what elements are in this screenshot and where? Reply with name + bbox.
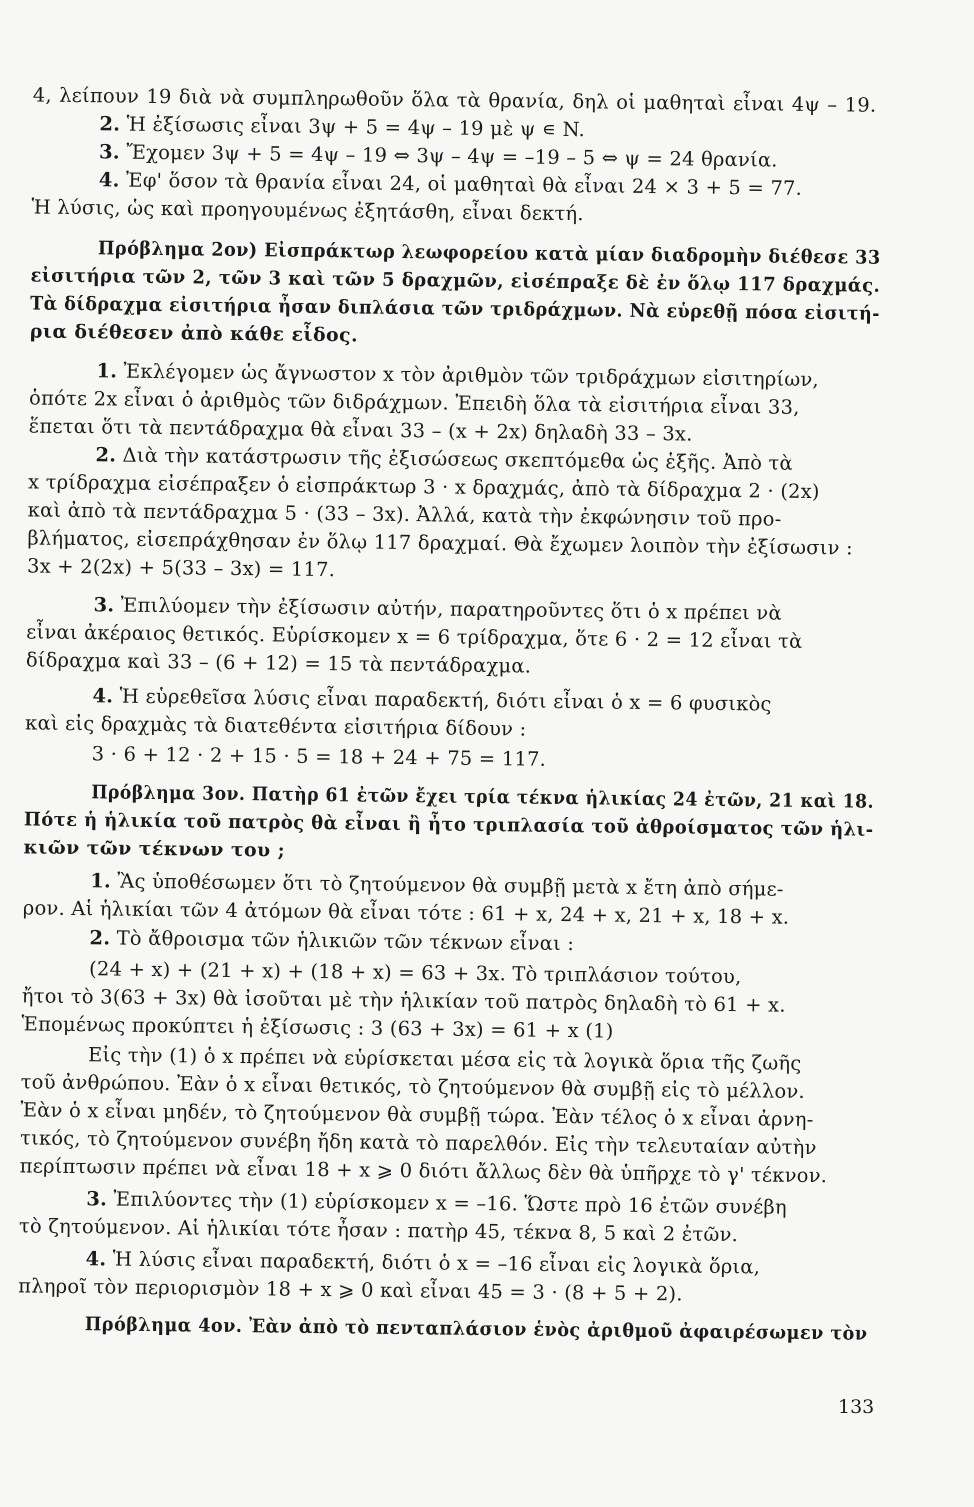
item-number: 1.	[96, 359, 118, 383]
line-text: ἕπεται ὅτι τὰ πεντάδραχμα θὰ εἶναι 33 – (x + 2x) δηλαδὴ 33 – 3x.	[28, 414, 693, 446]
line-text: Ἡ λύσις εἶναι παραδεκτή, διότι ὁ x = –16 εἶναι εἰς λογικὰ ὅρια,	[112, 1247, 761, 1279]
line-text: Τὸ ἄθροισμα τῶν ἡλικιῶν τῶν τέκνων εἶναι :	[116, 926, 575, 956]
line-text: Ἐπιλύοντες τὴν (1) εὑρίσκομεν x = –16. Ὥστε πρὸ 16 ἐτῶν συνέβη	[113, 1187, 788, 1219]
item-number: 2.	[99, 112, 121, 136]
line-text: Ἔχομεν 3ψ + 5 = 4ψ – 19 ⇔ 3ψ – 4ψ = –19 – 5 ⇔ ψ = 24 θρανία.	[126, 140, 778, 172]
item-number: 3.	[93, 593, 115, 617]
line-text: Ἡ λύσις, ὡς καὶ προηγουμένως ἐξητάσθη, εἶναι δεκτή.	[31, 195, 584, 226]
line-text: τικός, τὸ ζητούμενον συνέβη ἤδη κατὰ τὸ παρελθόν. Εἰς τὴν τελευταίαν αὐτὴν	[19, 1126, 817, 1160]
line-text: (24 + x) + (21 + x) + (18 + x) = 63 + 3x. Τὸ τριπλάσιον τούτου,	[88, 957, 742, 989]
line-text: Ἐκλέγομεν ὡς ἄγνωστον x τὸν ἀριθμὸν τῶν τριδράχμων εἰσιτηρίων,	[123, 359, 820, 392]
line-text: πληροῖ τὸν περιορισμὸν 18 + x ⩾ 0 καὶ εἶναι 45 = 3 · (8 + 5 + 2).	[18, 1274, 683, 1306]
line-text: ὁπότε 2x εἶναι ὁ ἀριθμὸς τῶν διδράχμων. Ἐπειδὴ ὅλα τὰ εἰσιτήρια εἶναι 33,	[28, 386, 800, 419]
item-number: 1.	[90, 869, 112, 893]
line-text: Ἐπιλύομεν τὴν ἐξίσωσιν αὐτήν, παρατηροῦντες ὅτι ὁ x πρέπει νὰ	[120, 593, 782, 625]
line-text: x τρίδραχμα εἰσέπραξεν ὁ εἰσπράκτωρ 3 · x δραχμάς, ἀπὸ τὰ δίδραχμα 2 · (2x)	[27, 470, 820, 504]
item-number: 4.	[98, 168, 120, 192]
line-text: δίδραχμα καὶ 33 – (6 + 12) = 15 τὰ πεντάδραχμα.	[25, 648, 532, 678]
line-text: εἶναι ἀκέραιος θετικός. Εὑρίσκομεν x = 6 τρίδραχμα, ὅτε 6 · 2 = 12 εἶναι τὰ	[26, 620, 803, 653]
line-text: Ἐὰν ὁ x εἶναι μηδέν, τὸ ζητούμενον θὰ συμβῇ τώρα. Ἐὰν τέλος ὁ x εἶναι ἀρνη-	[20, 1098, 814, 1132]
item-number: 3.	[98, 140, 121, 164]
line-text: Εἰς τὴν (1) ὁ x πρέπει νὰ εὑρίσκεται μέσα εἰς τὰ λογικὰ ὅρια τῆς ζωῆς	[87, 1043, 802, 1075]
line-text: 3x + 2(2x) + 5(33 – 3x) = 117.	[26, 554, 336, 582]
line-text: τοῦ ἀνθρώπου. Ἐὰν ὁ x εἶναι θετικός, τὸ ζητούμενον θὰ συμβῇ εἰς τὸ μέλλον.	[20, 1070, 806, 1103]
item-number: 3.	[86, 1187, 108, 1211]
line-text: Πρόβλημα 2ον) Εἰσπράκτωρ λεωφορείου κατὰ μίαν διαδρομὴν διέθεσε 33	[97, 237, 881, 269]
line-text: τὸ ζητούμενον. Αἱ ἡλικίαι τότε ἦσαν : πατὴρ 45, τέκνα 8, 5 καὶ 2 ἐτῶν.	[18, 1214, 739, 1247]
line-text: Τὰ δίδραχμα εἰσιτήρια ἦσαν διπλάσια τῶν τριδράχμων. Νὰ εὑρεθῇ πόσα εἰσιτή-	[30, 292, 881, 325]
line-text: Πότε ἡ ἡλικία τοῦ πατρὸς θὰ εἶναι ἢ ἦτο τριπλασία τοῦ ἀθροίσματος τῶν ἡλι-	[23, 808, 874, 841]
line-text: Διὰ τὴν κατάστρωσιν τῆς ἐξισώσεως σκεπτόμεθα ὡς ἑξῆς. Ἀπὸ τὰ	[122, 443, 794, 475]
line-text: κιῶν τῶν τέκνων του ;	[23, 836, 286, 862]
line-text: 3 · 6 + 12 · 2 + 15 · 5 = 18 + 24 + 75 = 117.	[91, 742, 547, 771]
line-text: ρον. Αἱ ἡλικίαι τῶν 4 ἀτόμων θὰ εἶναι τότε : 61 + x, 24 + x, 21 + x, 18 + x.	[22, 896, 790, 929]
line-text: εἰσιτήρια τῶν 2, τῶν 3 καὶ τῶν 5 δραχμῶν, εἰσέπραξε δὲ ἐν ὅλῳ 117 δραχμάς.	[30, 264, 881, 297]
item-number: 2.	[89, 926, 111, 950]
line-text: Ἂς ὑποθέσωμεν ὅτι τὸ ζητούμενον θὰ συμβῇ μετὰ x ἔτη ἀπὸ σήμε-	[117, 869, 784, 901]
line-text: Ἑπομένως προκύπτει ἡ ἐξίσωσις : 3 (63 + 3x) = 61 + x (1)	[21, 1012, 614, 1043]
line-text: Ἐφ' ὅσον τὰ θρανία εἶναι 24, οἱ μαθηταὶ θὰ εἶναι 24 × 3 + 5 = 77.	[125, 168, 803, 200]
problem-heading	[0, 1310, 974, 1350]
line-text: Ἡ εὑρεθεῖσα λύσις εἶναι παραδεκτή, διότι εἶναι ὁ x = 6 φυσικὸς	[119, 684, 772, 716]
line-text: 4, λείπουν 19 διὰ νὰ συμπληρωθοῦν ὅλα τὰ θρανία, δηλ οἱ μαθηταὶ εἶναι 4ψ – 19.	[32, 83, 877, 117]
page-number: 133	[838, 1396, 875, 1418]
line-text: καὶ ἀπὸ τὰ πεντάδραχμα 5 · (33 – 3x). Ἀλλά, κατὰ τὴν ἐκφώνησιν τοῦ προ-	[27, 498, 782, 531]
line-text: Ἡ ἐξίσωσις εἶναι 3ψ + 5 = 4ψ – 19 μὲ ψ ∊ N.	[126, 112, 586, 142]
line-text: ρια διέθεσεν ἀπὸ κάθε εἶδος.	[29, 320, 359, 347]
item-number: 4.	[85, 1247, 107, 1271]
line-text: Πρόβλημα 4ον. Ἐὰν ἀπὸ τὸ πενταπλάσιον ἑνὸς ἀριθμοῦ ἀφαιρέσωμεν τὸν	[84, 1313, 868, 1345]
line-text: ἤτοι τὸ 3(63 + 3x) θὰ ἰσοῦται μὲ τὴν ἡλικίαν τοῦ πατρὸς δηλαδὴ τὸ 61 + x.	[21, 984, 786, 1017]
item-number: 2.	[95, 443, 117, 467]
line-text: περίπτωσιν πρέπει νὰ εἶναι 18 + x ⩾ 0 διότι ἄλλως δὲν θὰ ὑπῆρχε τὸ γ' τέκνον.	[19, 1154, 828, 1188]
item-number: 4.	[92, 684, 114, 708]
line-text: Πρόβλημα 3ον. Πατὴρ 61 ἐτῶν ἔχει τρία τέκνα ἡλικίας 24 ἐτῶν, 21 καὶ 18.	[91, 781, 875, 813]
line-text: καὶ εἰς δραχμὰς τὰ διατεθέντα εἰσιτήρια δίδουν :	[24, 711, 527, 741]
line-text: βλήματος, εἰσεπράχθησαν ἐν ὅλῳ 117 δραχμαί. Θὰ ἔχωμεν λοιπὸν τὴν ἐξίσωσιν :	[27, 526, 853, 560]
